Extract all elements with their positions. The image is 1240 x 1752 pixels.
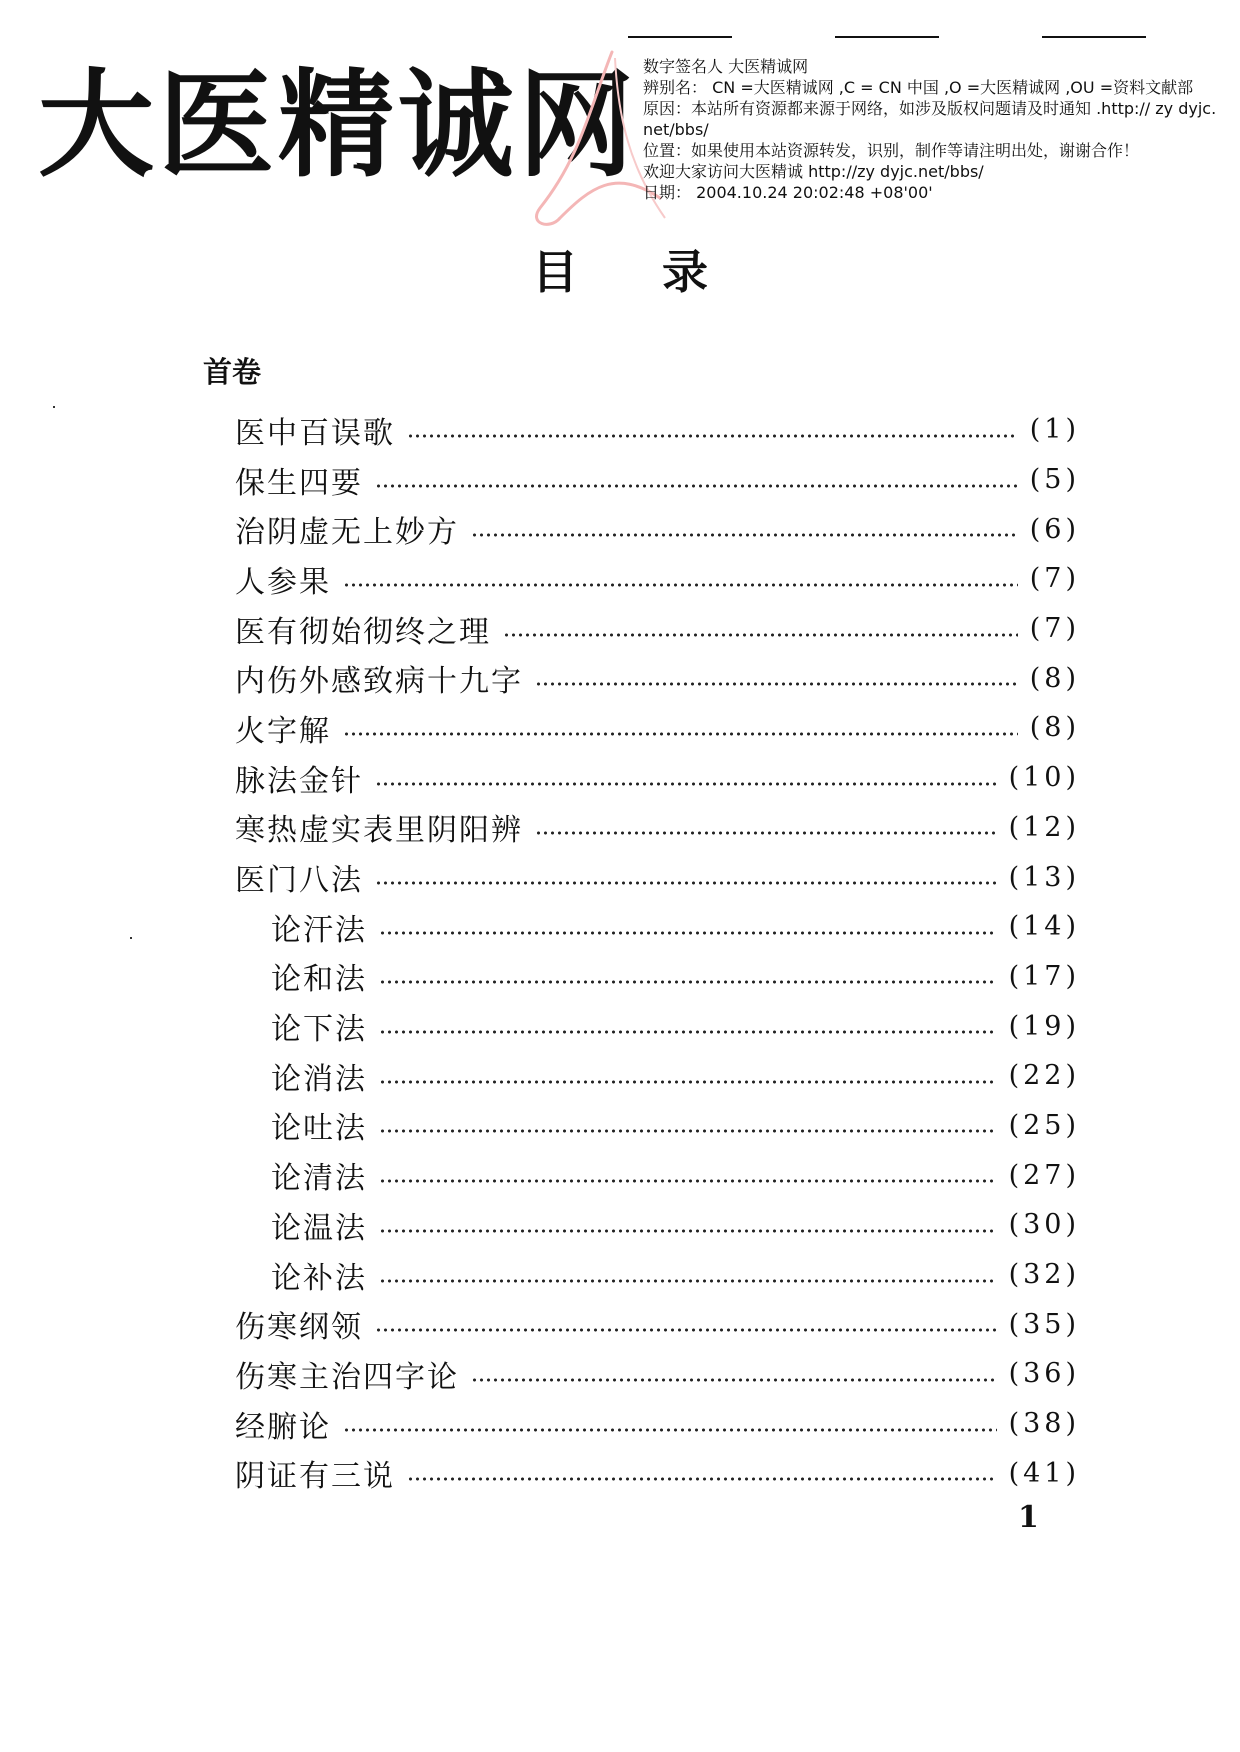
watermark-title: 大医精诚网 [38, 58, 638, 193]
toc-entry-page: (41) [1008, 1457, 1080, 1489]
dot-leader [379, 979, 997, 985]
toc-entry [235, 604, 1080, 654]
signature-line: 辨别名： CN =大医精诚网 ,C = CN 中国 ,O =大医精诚网 ,OU =资料文献部 [643, 78, 1194, 97]
toc-entry [235, 753, 1080, 803]
toc-entry [235, 852, 1080, 902]
toc-entry-page: (25) [1008, 1109, 1080, 1141]
dot-leader [379, 1079, 997, 1085]
toc-entry-page: (7) [1029, 613, 1080, 645]
dot-leader [535, 830, 997, 836]
toc-entry-page: (8) [1029, 662, 1080, 694]
dot-leader [379, 1128, 997, 1134]
toc-entry [235, 1150, 1080, 1200]
toc-entry [235, 504, 1080, 554]
dot-leader [503, 632, 1018, 638]
dot-leader [379, 1278, 997, 1284]
dot-leader [343, 582, 1018, 588]
toc-list [235, 405, 1080, 1498]
toc-entry-title: 论和法 [271, 962, 367, 998]
toc-entry-page: (36) [1008, 1358, 1080, 1390]
toc-entry-title: 火字解 [235, 713, 331, 749]
toc-entry-page: (30) [1008, 1209, 1080, 1241]
toc-entry [235, 952, 1080, 1002]
toc-entry-page: (5) [1029, 464, 1080, 496]
toc-entry [235, 1051, 1080, 1101]
dot-leader [407, 1476, 997, 1482]
toc-entry-title: 论清法 [271, 1161, 367, 1197]
toc-entry-page: (1) [1029, 414, 1080, 446]
digital-signature-block [643, 56, 1223, 203]
signature-line: 日期： 2004.10.24 20:02:48 +08'00' [643, 183, 933, 202]
toc-entry-page: (17) [1008, 960, 1080, 992]
toc-entry [235, 902, 1080, 952]
toc-entry-title: 医有彻始彻终之理 [235, 614, 491, 650]
toc-entry-title: 经腑论 [235, 1409, 331, 1445]
toc-entry-page: (10) [1008, 762, 1080, 794]
toc-entry [235, 1349, 1080, 1399]
toc-entry-page: (27) [1008, 1159, 1080, 1191]
scan-speck [130, 937, 132, 939]
toc-entry-title: 论消法 [271, 1061, 367, 1097]
dot-leader [471, 532, 1018, 538]
toc-entry-title: 论补法 [271, 1260, 367, 1296]
dot-leader [375, 880, 997, 886]
signature-line: 欢迎大家访问大医精诚 http://zy dyjc.net/bbs/ [643, 162, 984, 181]
toc-entry-title: 阴证有三说 [235, 1459, 395, 1495]
dot-leader [375, 1327, 997, 1333]
dot-leader [407, 433, 1018, 439]
dot-leader [471, 1377, 997, 1383]
toc-entry-page: (8) [1029, 712, 1080, 744]
toc-entry-title: 伤寒纲领 [235, 1310, 363, 1346]
toc-entry-title: 治阴虚无上妙方 [235, 515, 459, 551]
toc-entry-page: (38) [1008, 1408, 1080, 1440]
dot-leader [343, 1427, 997, 1433]
dot-leader [535, 681, 1018, 687]
dot-leader [375, 483, 1018, 489]
toc-entry-page: (22) [1008, 1060, 1080, 1092]
scan-speck [53, 406, 55, 408]
toc-entry [235, 405, 1080, 455]
toc-entry [235, 653, 1080, 703]
toc-entry [235, 1448, 1080, 1498]
toc-entry [235, 1399, 1080, 1449]
toc-entry-title: 脉法金针 [235, 763, 363, 799]
section-heading: 首卷 [203, 355, 262, 389]
dot-leader [379, 1228, 997, 1234]
toc-entry [235, 1299, 1080, 1349]
toc-entry-title: 伤寒主治四字论 [235, 1359, 459, 1395]
toc-entry [235, 1101, 1080, 1151]
toc-entry [235, 1001, 1080, 1051]
toc-entry [235, 455, 1080, 505]
toc-entry-page: (6) [1029, 513, 1080, 545]
toc-entry-page: (32) [1008, 1259, 1080, 1291]
toc-entry-page: (35) [1008, 1308, 1080, 1340]
toc-entry-title: 论温法 [271, 1210, 367, 1246]
toc-entry-page: (13) [1008, 861, 1080, 893]
toc-entry-title: 人参果 [235, 564, 331, 600]
dot-leader [379, 1178, 997, 1184]
toc-entry-title: 内伤外感致病十九字 [235, 664, 523, 700]
toc-entry [235, 1200, 1080, 1250]
dot-leader [379, 930, 997, 936]
page-number: 1 [1018, 1500, 1039, 1535]
toc-entry [235, 703, 1080, 753]
toc-entry-page: (12) [1008, 811, 1080, 843]
dot-leader [379, 1029, 997, 1035]
toc-entry [235, 1250, 1080, 1300]
toc-entry-title: 论吐法 [271, 1111, 367, 1147]
toc-entry [235, 803, 1080, 853]
signature-line: 原因：本站所有资源都来源于网络，如涉及版权问题请及时通知 .http:// zy dyjc.net/bbs/ [643, 99, 1217, 139]
dot-leader [343, 731, 1018, 737]
toc-entry-title: 医门八法 [235, 863, 363, 899]
toc-title: 目录 [532, 245, 792, 299]
header-rules [628, 36, 1148, 38]
toc-entry-title: 论汗法 [271, 912, 367, 948]
toc-entry [235, 554, 1080, 604]
toc-entry-page: (14) [1008, 911, 1080, 943]
toc-entry-page: (7) [1029, 563, 1080, 595]
toc-entry-title: 寒热虚实表里阴阳辨 [235, 813, 523, 849]
toc-entry-title: 保生四要 [235, 465, 363, 501]
signature-line: 数字签名人 大医精诚网 [643, 57, 809, 76]
toc-entry-page: (19) [1008, 1010, 1080, 1042]
toc-entry-title: 医中百误歌 [235, 415, 395, 451]
dot-leader [375, 781, 997, 787]
toc-entry-title: 论下法 [271, 1012, 367, 1048]
signature-line: 位置：如果使用本站资源转发，识别，制作等请注明出处，谢谢合作！ [643, 141, 1140, 160]
